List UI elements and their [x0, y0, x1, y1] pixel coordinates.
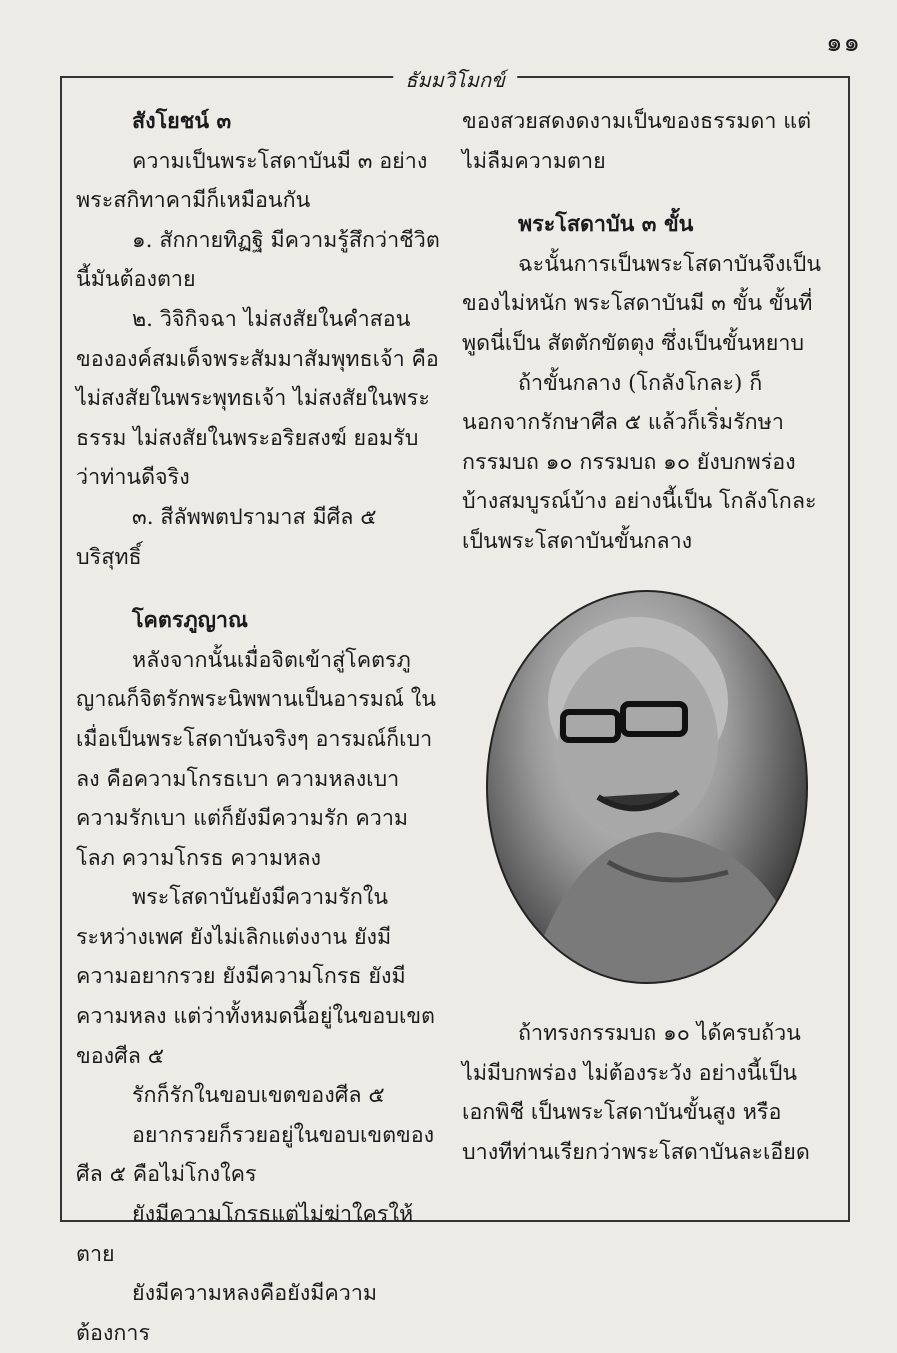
- left-column: [76, 102, 441, 1353]
- section-heading: โคตรภูญาณ: [132, 608, 248, 634]
- list-item: ๒. วิจิกิจฉา ไม่สงสัยในคำสอนขององค์สมเด็จพระสัมมาสัมพุทธเจ้า คือไม่สงสัยในพระพุทธเจ้า ไม่สงสัยในพระธรรม ไม่สงสัยในพระอริยสงฆ์ ยอมรับว่าท่านดีจริง: [76, 306, 439, 491]
- paragraph: หลังจากนั้นเมื่อจิตเข้าสู่โคตรภูญาณก็จิตรักพระนิพพานเป็นอารมณ์ ในเมื่อเป็นพระโสดาบันจริงๆ อารมณ์ก็เบาลง คือความโกรธเบา ความหลงเบา ความรักเบา แต่ก็ยังมีความรัก ความโลภ ความโกรธ ความหลง: [76, 647, 436, 871]
- right-column-lower: [462, 1014, 830, 1172]
- paragraph: พระโสดาบันยังมีความรักในระหว่างเพศ ยังไม่เลิกแต่งงาน ยังมีความอยากรวย ยังมีความโกรธ ยังมีความหลง แต่ว่าทั้งหมดนี้อยู่ในขอบเขตของศีล ๕: [76, 885, 435, 1069]
- paragraph: ถ้าขั้นกลาง (โกลังโกละ) ก็นอกจากรักษาศีล ๕ แล้วก็เริ่มรักษากรรมบถ ๑๐ กรรมบถ ๑๐ ยังบกพร่องบ้างสมบูรณ์บ้าง อย่างนี้เป็น โกลังโกละ เป็นพระโสดาบันขั้นกลาง: [462, 370, 817, 554]
- portrait-illustration: [488, 592, 806, 982]
- paragraph: อยากรวยก็รวยอยู่ในขอบเขตของศีล ๕ คือไม่โกงใคร: [76, 1122, 435, 1188]
- paragraph: ถ้าทรงกรรมบถ ๑๐ ได้ครบถ้วน ไม่มีบกพร่อง ไม่ต้องระวัง อย่างนี้เป็น เอกพิชี เป็นพระโสดาบันขั้นสูง หรือบางทีท่านเรียกว่าพระโสดาบันละเอียด: [462, 1021, 810, 1165]
- page-frame: [60, 68, 850, 1346]
- paragraph: รักก็รักในขอบเขตของศีล ๕: [132, 1083, 385, 1109]
- page-number: ๑๑: [825, 28, 861, 58]
- paragraph: ความเป็นพระโสดาบันมี ๓ อย่าง พระสกิทาคามีก็เหมือนกัน: [76, 148, 428, 214]
- paragraph: ฉะนั้นการเป็นพระโสดาบันจึงเป็นของไม่หนัก พระโสดาบันมี ๓ ขั้น ขั้นที่พูดนี่เป็น สัตตักขัตตุง ซึ่งเป็นขั้นหยาบ: [462, 251, 822, 356]
- paragraph: ยังมีความโกรธแต่ไม่ฆ่าใครให้ตาย: [76, 1202, 414, 1267]
- section-heading: สังโยชน์ ๓: [132, 109, 232, 134]
- list-item: ๑. สักกายทิฏฐิ มีความรู้สึกว่าชีวิตนี้มันต้องตาย: [76, 227, 440, 293]
- right-column: [462, 102, 830, 562]
- paragraph: ของสวยสดงดงามเป็นของธรรมดา แต่ไม่ลืมความตาย: [462, 109, 812, 174]
- monk-portrait-photo: [486, 590, 808, 984]
- list-item: ๓. สีลัพพตปรามาส มีศีล ๕ บริสุทธิ์: [76, 504, 377, 570]
- paragraph: ยังมีความหลงคือยังมีความต้องการ: [76, 1281, 378, 1346]
- section-heading: พระโสดาบัน ๓ ขั้น: [518, 212, 694, 238]
- running-header: ธัมมวิโมกข์: [393, 64, 517, 96]
